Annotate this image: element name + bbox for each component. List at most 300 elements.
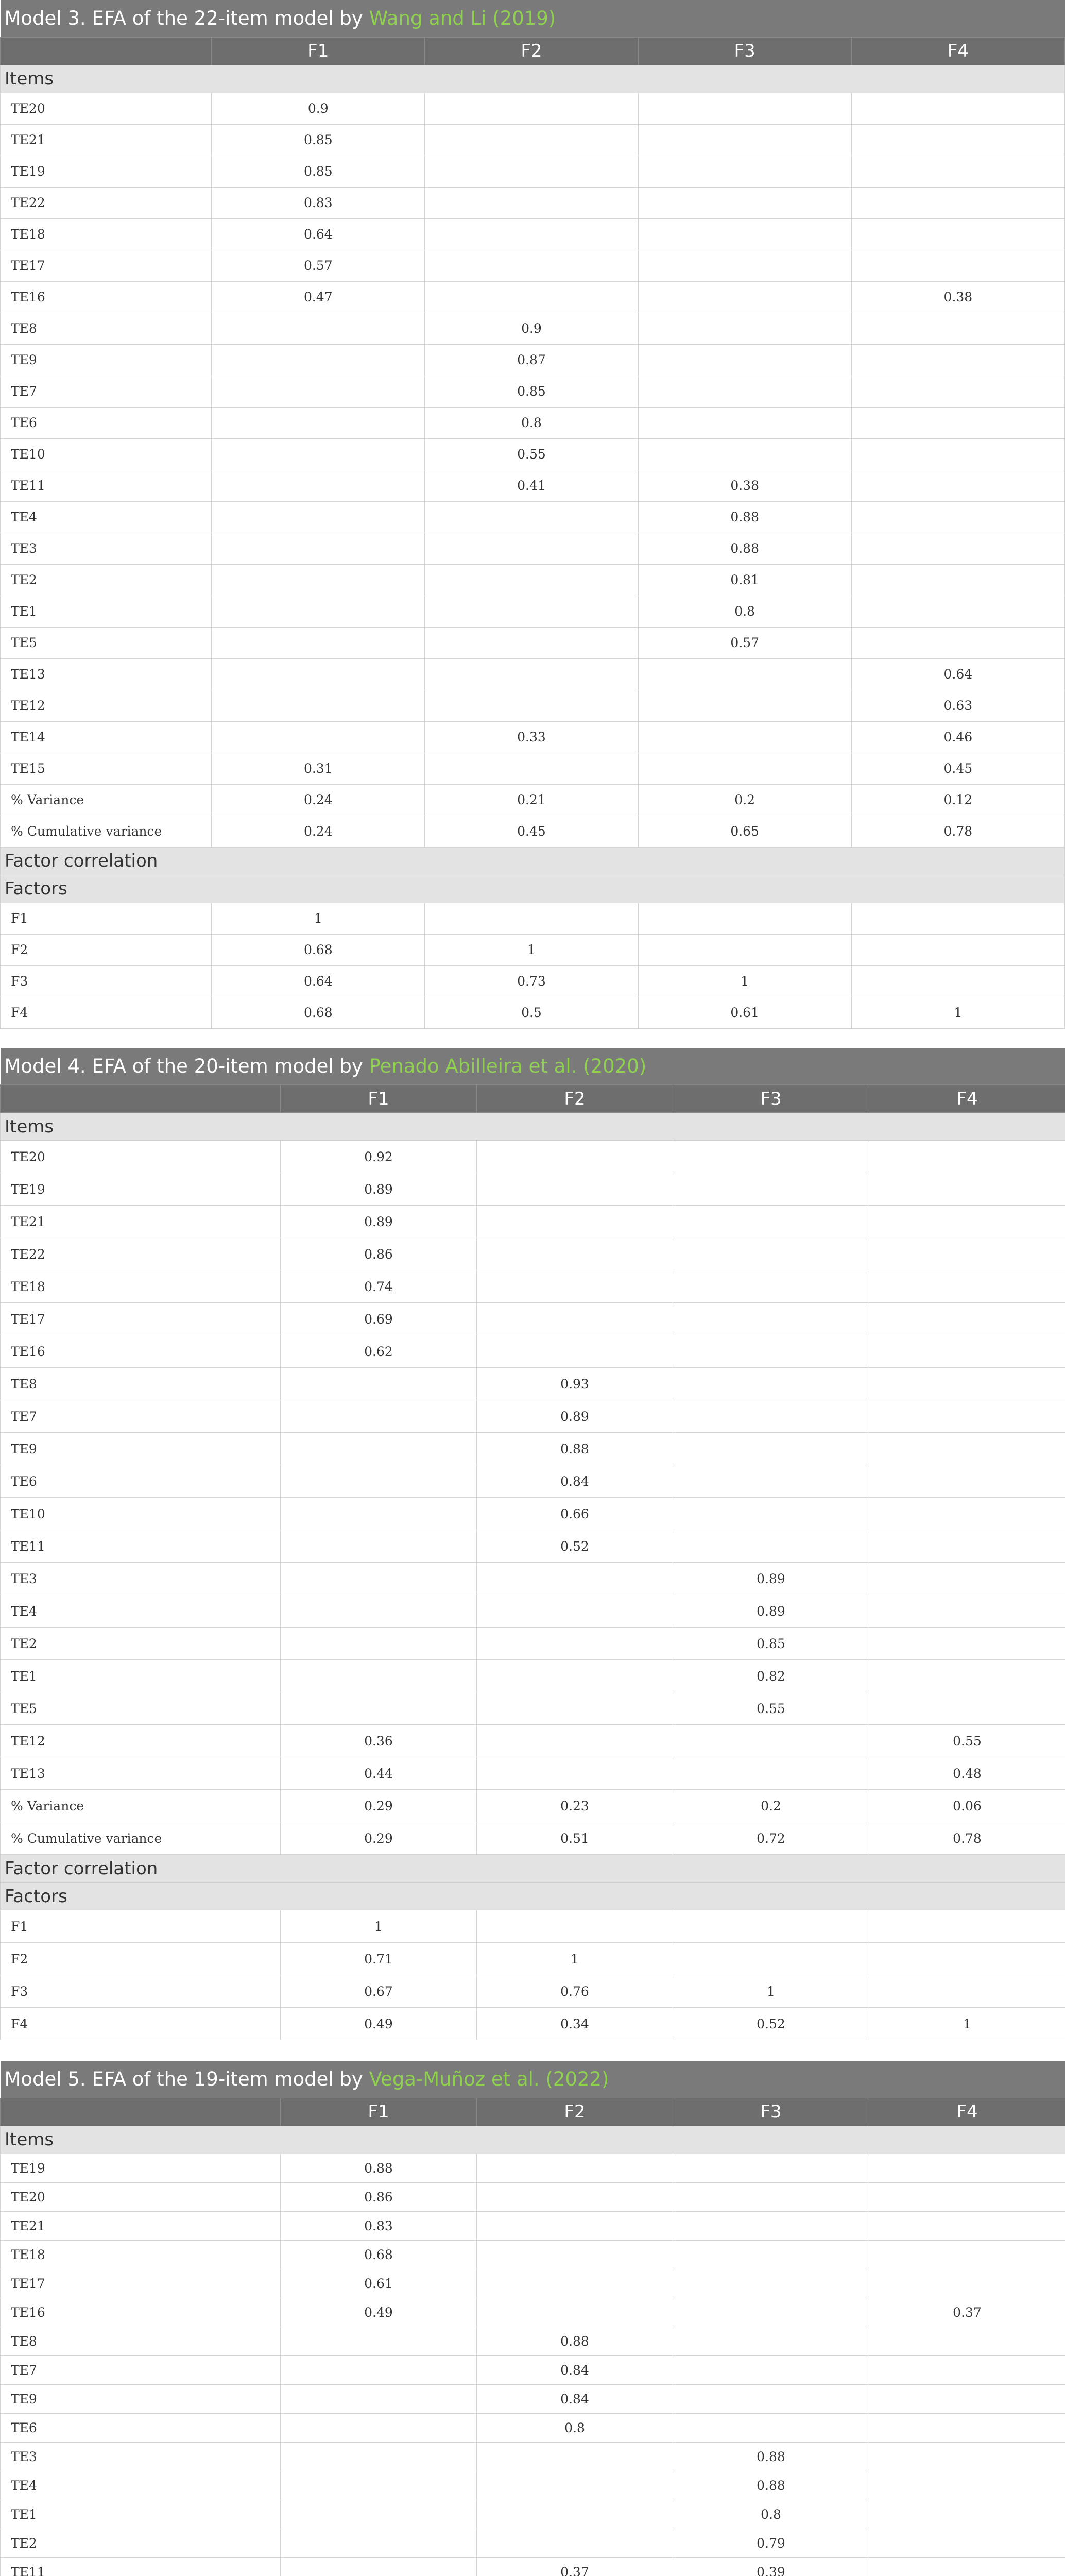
loading-cell <box>673 2240 869 2269</box>
loading-cell <box>425 250 638 281</box>
table-row <box>1 690 1065 721</box>
loading-cell <box>638 124 851 156</box>
loading-cell <box>281 2557 477 2576</box>
header-blank-cell <box>1 1085 281 1113</box>
table-gap <box>0 1029 1065 1048</box>
correlation-row <box>1 2008 1065 2040</box>
loading-cell <box>851 344 1064 376</box>
value-cell: 0.23 <box>477 1790 673 1822</box>
loading-cell <box>638 313 851 344</box>
loading-cell: 0.8 <box>673 2500 869 2529</box>
loading-cell <box>477 1595 673 1628</box>
loading-cell <box>281 1595 477 1628</box>
loading-cell: 0.49 <box>281 2298 477 2327</box>
loading-cell <box>425 627 638 658</box>
table-row <box>1 2327 1065 2355</box>
item-label: TE22 <box>1 187 212 218</box>
loading-cell: 0.88 <box>638 501 851 533</box>
table-row <box>1 627 1065 658</box>
loading-cell: 0.48 <box>869 1757 1065 1790</box>
table-row <box>1 2182 1065 2211</box>
efa-table-model-4 <box>0 1048 1065 2041</box>
correlation-cell: 1 <box>851 997 1064 1028</box>
loading-cell <box>638 438 851 470</box>
loading-cell <box>281 2413 477 2442</box>
item-label: TE1 <box>1 596 212 627</box>
correlation-cell: 1 <box>673 1975 869 2008</box>
item-label: TE19 <box>1 2154 281 2182</box>
correlation-cell: 0.76 <box>477 1975 673 2008</box>
loading-cell <box>869 2154 1065 2182</box>
loading-cell <box>851 93 1064 124</box>
loading-cell: 0.85 <box>212 156 425 187</box>
value-cell: 0.21 <box>425 784 638 816</box>
table-row <box>1 596 1065 627</box>
table-row <box>1 1400 1065 1433</box>
loading-cell: 0.85 <box>212 124 425 156</box>
loading-cell <box>869 2500 1065 2529</box>
loading-cell <box>477 2154 673 2182</box>
loading-cell <box>212 564 425 596</box>
item-label: TE10 <box>1 1498 281 1530</box>
table-row <box>1 218 1065 250</box>
loading-cell <box>869 2211 1065 2240</box>
table-title-text: Model 4. EFA of the 20-item model by <box>4 1055 369 1077</box>
item-label: TE20 <box>1 1141 281 1173</box>
loading-cell: 0.38 <box>851 281 1064 313</box>
loading-cell <box>869 2471 1065 2500</box>
value-cell: 0.29 <box>281 1822 477 1855</box>
loading-cell <box>869 1141 1065 1173</box>
loading-cell: 0.57 <box>212 250 425 281</box>
loading-cell <box>673 1238 869 1270</box>
loading-cell <box>281 1628 477 1660</box>
item-label: TE7 <box>1 1400 281 1433</box>
loading-cell <box>638 281 851 313</box>
loading-cell <box>212 470 425 501</box>
table-row <box>1 1725 1065 1757</box>
loading-cell <box>673 2269 869 2298</box>
loading-cell: 0.89 <box>281 1173 477 1206</box>
table-row <box>1 564 1065 596</box>
value-cell: 0.29 <box>281 1790 477 1822</box>
item-label: TE16 <box>1 1335 281 1368</box>
loading-cell <box>673 1433 869 1465</box>
table-row <box>1 658 1065 690</box>
loading-cell <box>425 564 638 596</box>
header-blank-cell <box>1 2098 281 2126</box>
correlation-row <box>1 1910 1065 1943</box>
table-title-text: Model 3. EFA of the 22-item model by <box>4 7 369 30</box>
loading-cell <box>869 1563 1065 1595</box>
column-header-f2: F2 <box>477 1085 673 1113</box>
loading-cell <box>673 1141 869 1173</box>
loading-cell <box>869 1595 1065 1628</box>
loading-cell: 0.81 <box>638 564 851 596</box>
item-label: TE2 <box>1 2529 281 2557</box>
loading-cell: 0.37 <box>869 2298 1065 2327</box>
column-header-f1: F1 <box>212 37 425 65</box>
citation-link[interactable]: Wang and Li (2019) <box>369 7 556 30</box>
item-label: TE16 <box>1 281 212 313</box>
loading-cell <box>869 1628 1065 1660</box>
loading-cell <box>869 2442 1065 2471</box>
item-label: TE7 <box>1 376 212 407</box>
loading-cell <box>477 1660 673 1692</box>
variance-row <box>1 1790 1065 1822</box>
loading-cell: 0.33 <box>425 721 638 753</box>
loading-cell: 0.84 <box>477 1465 673 1498</box>
loading-cell <box>851 407 1064 438</box>
table-row <box>1 250 1065 281</box>
table-row <box>1 281 1065 313</box>
loading-cell: 0.8 <box>638 596 851 627</box>
column-header-f3: F3 <box>673 1085 869 1113</box>
loading-cell: 0.63 <box>851 690 1064 721</box>
loading-cell: 0.88 <box>281 2154 477 2182</box>
value-cell: 0.06 <box>869 1790 1065 1822</box>
loading-cell <box>281 1400 477 1433</box>
table-row <box>1 501 1065 533</box>
loading-cell <box>477 1335 673 1368</box>
value-cell: 0.78 <box>851 816 1064 847</box>
table-row <box>1 2413 1065 2442</box>
loading-cell <box>477 2240 673 2269</box>
item-label: TE20 <box>1 93 212 124</box>
loading-cell <box>638 187 851 218</box>
loading-cell <box>638 658 851 690</box>
table-row <box>1 2154 1065 2182</box>
correlation-row <box>1 997 1065 1028</box>
loading-cell: 0.74 <box>281 1270 477 1303</box>
correlation-cell <box>869 1943 1065 1975</box>
loading-cell <box>869 2384 1065 2413</box>
correlation-cell <box>851 903 1064 934</box>
factor-label: F2 <box>1 934 212 965</box>
loading-cell: 0.89 <box>673 1595 869 1628</box>
correlation-cell: 1 <box>425 934 638 965</box>
table-gap <box>0 2040 1065 2061</box>
loading-cell <box>212 407 425 438</box>
loading-cell <box>281 2529 477 2557</box>
loading-cell: 0.52 <box>477 1530 673 1563</box>
item-label: TE18 <box>1 1270 281 1303</box>
loading-cell <box>425 596 638 627</box>
table-title <box>1 1048 1065 1085</box>
table-row <box>1 407 1065 438</box>
table-row <box>1 1270 1065 1303</box>
loading-cell <box>673 1757 869 1790</box>
loading-cell <box>851 470 1064 501</box>
item-label: TE17 <box>1 250 212 281</box>
loading-cell <box>851 627 1064 658</box>
loading-cell <box>673 1465 869 1498</box>
item-label: TE3 <box>1 533 212 564</box>
factor-label: F1 <box>1 903 212 934</box>
table-row <box>1 1692 1065 1725</box>
item-label: TE6 <box>1 1465 281 1498</box>
loading-cell <box>869 2327 1065 2355</box>
item-label: TE9 <box>1 1433 281 1465</box>
loading-cell: 0.84 <box>477 2384 673 2413</box>
correlation-cell: 0.68 <box>212 997 425 1028</box>
loading-cell <box>212 344 425 376</box>
loading-cell <box>673 2182 869 2211</box>
loading-cell: 0.41 <box>425 470 638 501</box>
row-label: % Variance <box>1 1790 281 1822</box>
loading-cell: 0.89 <box>477 1400 673 1433</box>
loading-cell: 0.83 <box>281 2211 477 2240</box>
table-row <box>1 2211 1065 2240</box>
table-row <box>1 187 1065 218</box>
table-row <box>1 1563 1065 1595</box>
loading-cell: 0.36 <box>281 1725 477 1757</box>
loading-cell <box>673 1173 869 1206</box>
correlation-cell: 1 <box>212 903 425 934</box>
correlation-row <box>1 965 1065 997</box>
variance-row <box>1 784 1065 816</box>
correlation-cell <box>851 934 1064 965</box>
loading-cell <box>425 187 638 218</box>
loading-cell <box>477 1303 673 1335</box>
loading-cell: 0.68 <box>281 2240 477 2269</box>
loading-cell: 0.88 <box>673 2471 869 2500</box>
table-row <box>1 1498 1065 1530</box>
loading-cell <box>281 1563 477 1595</box>
loading-cell <box>851 156 1064 187</box>
value-cell: 0.78 <box>869 1822 1065 1855</box>
item-label: TE11 <box>1 2557 281 2576</box>
loading-cell: 0.47 <box>212 281 425 313</box>
value-cell: 0.45 <box>425 816 638 847</box>
loading-cell <box>869 2529 1065 2557</box>
loading-cell <box>673 2211 869 2240</box>
loading-cell: 0.82 <box>673 1660 869 1692</box>
loading-cell <box>638 218 851 250</box>
table-row <box>1 1303 1065 1335</box>
item-label: TE18 <box>1 218 212 250</box>
loading-cell <box>477 1141 673 1173</box>
loading-cell <box>673 1530 869 1563</box>
loading-cell <box>851 376 1064 407</box>
column-header-f2: F2 <box>425 37 638 65</box>
item-label: TE13 <box>1 658 212 690</box>
loading-cell <box>212 313 425 344</box>
loading-cell: 0.46 <box>851 721 1064 753</box>
loading-cell <box>477 2500 673 2529</box>
loading-cell <box>477 1238 673 1270</box>
loading-cell <box>673 2355 869 2384</box>
loading-cell <box>673 2298 869 2327</box>
row-label: % Variance <box>1 784 212 816</box>
table-row <box>1 1757 1065 1790</box>
loading-cell: 0.85 <box>425 376 638 407</box>
correlation-row <box>1 1975 1065 2008</box>
correlation-cell <box>638 903 851 934</box>
item-label: TE22 <box>1 1238 281 1270</box>
item-label: TE1 <box>1 2500 281 2529</box>
table-row <box>1 124 1065 156</box>
correlation-cell <box>477 1910 673 1943</box>
loading-cell <box>425 753 638 784</box>
loading-cell <box>673 1335 869 1368</box>
loading-cell <box>425 156 638 187</box>
item-label: TE18 <box>1 2240 281 2269</box>
efa-table-model-5 <box>0 2061 1065 2576</box>
table-row <box>1 2355 1065 2384</box>
loading-cell: 0.55 <box>673 1692 869 1725</box>
loading-cell: 0.39 <box>673 2557 869 2576</box>
loading-cell <box>673 2327 869 2355</box>
loading-cell: 0.88 <box>638 533 851 564</box>
table-title <box>1 2061 1065 2098</box>
table-row <box>1 533 1065 564</box>
citation-link[interactable]: Vega-Muñoz et al. (2022) <box>369 2068 609 2091</box>
loading-cell: 0.45 <box>851 753 1064 784</box>
item-label: TE12 <box>1 1725 281 1757</box>
correlation-row <box>1 1943 1065 1975</box>
factor-label: F2 <box>1 1943 281 1975</box>
column-header-f1: F1 <box>281 2098 477 2126</box>
loading-cell <box>281 1692 477 1725</box>
item-label: TE3 <box>1 2442 281 2471</box>
table-row <box>1 753 1065 784</box>
table-row <box>1 93 1065 124</box>
column-header-f4: F4 <box>851 37 1064 65</box>
correlation-cell: 1 <box>638 965 851 997</box>
table-row <box>1 2471 1065 2500</box>
loading-cell <box>477 2211 673 2240</box>
loading-cell <box>869 1270 1065 1303</box>
loading-cell <box>638 344 851 376</box>
factor-label: F4 <box>1 2008 281 2040</box>
loading-cell <box>851 187 1064 218</box>
loading-cell <box>477 1628 673 1660</box>
loading-cell <box>425 124 638 156</box>
loading-cell <box>425 533 638 564</box>
factors-section-label: Factors <box>1 875 1065 903</box>
loading-cell <box>851 596 1064 627</box>
loading-cell <box>638 250 851 281</box>
loading-cell <box>477 1270 673 1303</box>
item-label: TE8 <box>1 1368 281 1400</box>
citation-link[interactable]: Penado Abilleira et al. (2020) <box>369 1055 647 1077</box>
value-cell: 0.2 <box>638 784 851 816</box>
loading-cell <box>869 2182 1065 2211</box>
loading-cell <box>281 2442 477 2471</box>
table-row <box>1 1660 1065 1692</box>
loading-cell <box>281 1498 477 1530</box>
item-label: TE11 <box>1 1530 281 1563</box>
item-label: TE8 <box>1 2327 281 2355</box>
loading-cell <box>869 1530 1065 1563</box>
value-cell: 0.24 <box>212 784 425 816</box>
loading-cell <box>281 2384 477 2413</box>
loading-cell <box>638 753 851 784</box>
cumulative-variance-row <box>1 816 1065 847</box>
correlation-cell: 0.71 <box>281 1943 477 1975</box>
table-row <box>1 1628 1065 1660</box>
loading-cell <box>638 721 851 753</box>
loading-cell <box>425 281 638 313</box>
loading-cell <box>638 407 851 438</box>
loading-cell <box>869 1173 1065 1206</box>
loading-cell <box>281 1433 477 1465</box>
loading-cell: 0.44 <box>281 1757 477 1790</box>
cumulative-variance-row <box>1 1822 1065 1855</box>
table-row <box>1 2500 1065 2529</box>
value-cell: 0.51 <box>477 1822 673 1855</box>
table-row <box>1 1530 1065 1563</box>
loading-cell: 0.55 <box>425 438 638 470</box>
items-section-label: Items <box>1 65 1065 93</box>
item-label: TE16 <box>1 2298 281 2327</box>
loading-cell <box>477 2442 673 2471</box>
loading-cell <box>638 376 851 407</box>
item-label: TE12 <box>1 690 212 721</box>
loading-cell <box>673 1303 869 1335</box>
table-row <box>1 2298 1065 2327</box>
loading-cell <box>638 690 851 721</box>
item-label: TE9 <box>1 344 212 376</box>
loading-cell <box>477 1692 673 1725</box>
table-row <box>1 1141 1065 1173</box>
loading-cell <box>477 1173 673 1206</box>
table-row <box>1 438 1065 470</box>
loading-cell <box>851 250 1064 281</box>
loading-cell <box>673 2413 869 2442</box>
loading-cell <box>869 1238 1065 1270</box>
loading-cell <box>869 1400 1065 1433</box>
correlation-cell: 0.64 <box>212 965 425 997</box>
table-row <box>1 2442 1065 2471</box>
item-label: TE4 <box>1 1595 281 1628</box>
loading-cell <box>212 596 425 627</box>
loading-cell: 0.38 <box>638 470 851 501</box>
loading-cell <box>673 1270 869 1303</box>
correlation-cell <box>425 903 638 934</box>
table-row <box>1 2240 1065 2269</box>
table-row <box>1 1465 1065 1498</box>
loading-cell <box>869 2413 1065 2442</box>
loading-cell: 0.64 <box>851 658 1064 690</box>
item-label: TE1 <box>1 1660 281 1692</box>
loading-cell <box>477 2529 673 2557</box>
item-label: TE4 <box>1 501 212 533</box>
loading-cell <box>869 1335 1065 1368</box>
loading-cell: 0.93 <box>477 1368 673 1400</box>
loading-cell <box>851 124 1064 156</box>
column-header-f4: F4 <box>869 2098 1065 2126</box>
correlation-cell <box>869 1910 1065 1943</box>
loading-cell <box>851 438 1064 470</box>
table-row <box>1 1206 1065 1238</box>
correlation-cell: 1 <box>477 1943 673 1975</box>
loading-cell: 0.61 <box>281 2269 477 2298</box>
loading-cell: 0.64 <box>212 218 425 250</box>
loading-cell <box>477 2269 673 2298</box>
correlation-cell <box>869 1975 1065 2008</box>
table-row <box>1 2269 1065 2298</box>
factors-section-label: Factors <box>1 1883 1065 1910</box>
loading-cell <box>869 1368 1065 1400</box>
loading-cell <box>425 218 638 250</box>
item-label: TE4 <box>1 2471 281 2500</box>
loading-cell: 0.88 <box>477 2327 673 2355</box>
loading-cell <box>281 1465 477 1498</box>
loading-cell <box>281 1368 477 1400</box>
loading-cell <box>212 533 425 564</box>
